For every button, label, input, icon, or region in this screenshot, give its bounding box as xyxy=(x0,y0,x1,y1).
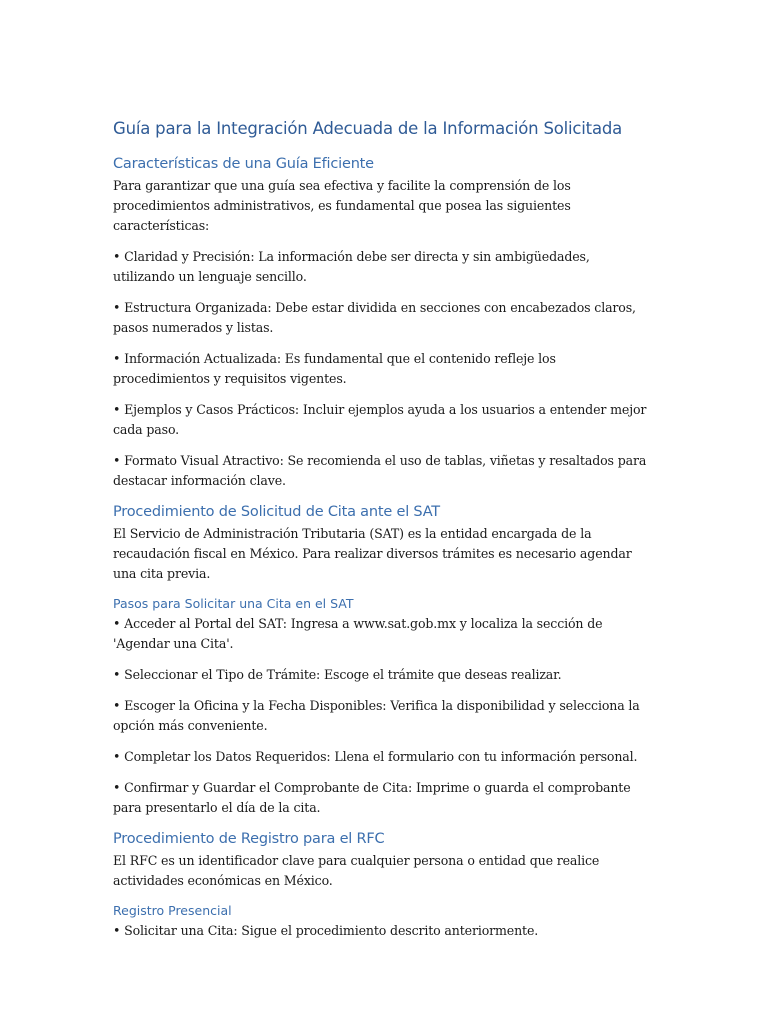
list-item: • Formato Visual Atractivo: Se recomienda el uso de tablas, viñetas y resaltados para destacar información clave. xyxy=(113,453,647,488)
section-intro: El Servicio de Administración Tributaria (SAT) es la entidad encargada de la recaudación fiscal en México. Para realizar diversos trámites es necesario agendar una cita previa. xyxy=(113,526,632,581)
subsection-heading: Registro Presencial xyxy=(113,903,232,918)
list-item: • Completar los Datos Requeridos: Llena el formulario con tu información personal. xyxy=(113,749,638,764)
list-item: • Estructura Organizada: Debe estar dividida en secciones con encabezados claros, pasos numerados y listas. xyxy=(113,300,636,335)
list-item: • Confirmar y Guardar el Comprobante de Cita: Imprime o guarda el comprobante para presentarlo el día de la cita. xyxy=(113,780,631,815)
section-intro: El RFC es un identificador clave para cualquier persona o entidad que realice actividades económicas en México. xyxy=(113,853,600,888)
list-item: • Ejemplos y Casos Prácticos: Incluir ejemplos ayuda a los usuarios a entender mejor cada paso. xyxy=(113,402,647,437)
document-page xyxy=(113,118,653,952)
list-item: • Seleccionar el Tipo de Trámite: Escoge el trámite que deseas realizar. xyxy=(113,667,562,682)
document-title: Guía para la Integración Adecuada de la Información Solicitada xyxy=(113,119,623,138)
section-heading: Procedimiento de Registro para el RFC xyxy=(113,831,385,847)
section-heading: Procedimiento de Solicitud de Cita ante el SAT xyxy=(113,504,440,520)
list-item: • Escoger la Oficina y la Fecha Disponibles: Verifica la disponibilidad y selecciona la opción más conveniente. xyxy=(113,698,640,733)
subsection-heading: Pasos para Solicitar una Cita en el SAT xyxy=(113,596,354,611)
list-item: • Acceder al Portal del SAT: Ingresa a www.sat.gob.mx y localiza la sección de 'Agendar una Cita'. xyxy=(113,616,603,651)
list-item: • Solicitar una Cita: Sigue el procedimiento descrito anteriormente. xyxy=(113,923,539,938)
list-item: • Información Actualizada: Es fundamental que el contenido refleje los procedimientos y requisitos vigentes. xyxy=(113,351,556,386)
list-item: • Claridad y Precisión: La información debe ser directa y sin ambigüedades, utilizando un lenguaje sencillo. xyxy=(113,249,590,284)
section-heading: Características de una Guía Eficiente xyxy=(113,156,374,172)
section-intro: Para garantizar que una guía sea efectiva y facilite la comprensión de los procedimientos administrativos, es fundamental que posea las siguientes características: xyxy=(113,178,571,233)
